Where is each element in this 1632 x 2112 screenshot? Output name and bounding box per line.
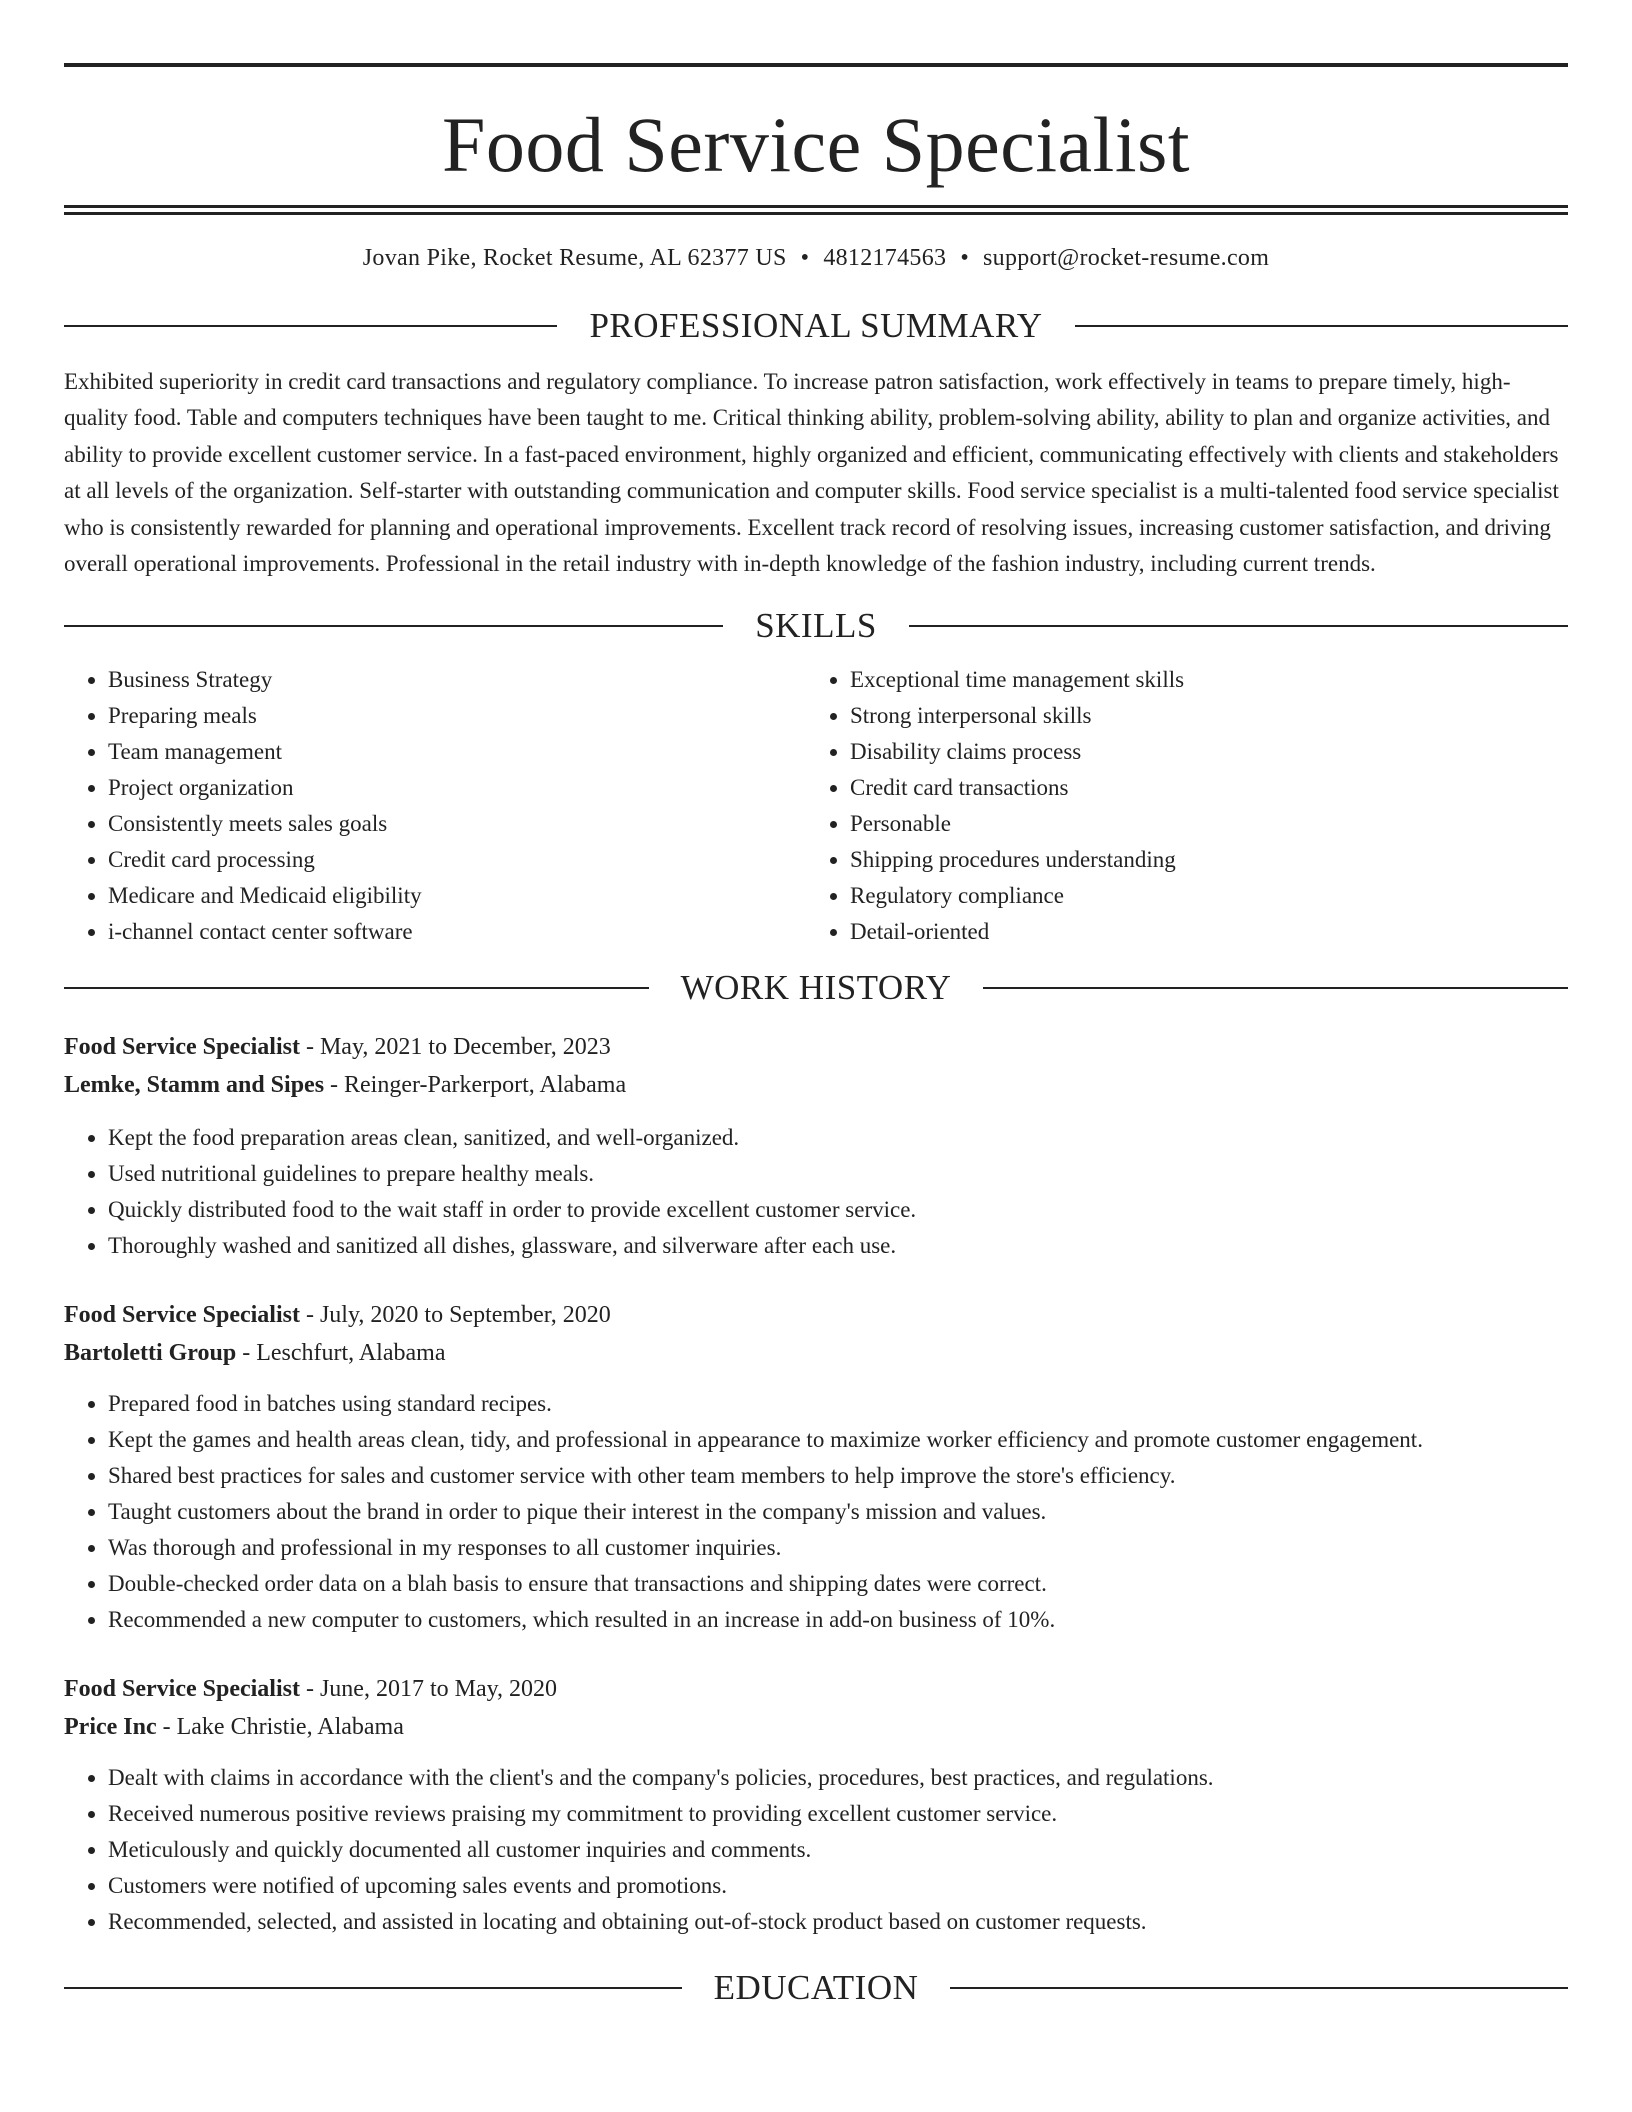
section-rule bbox=[64, 325, 557, 327]
skill-item: • Personable bbox=[850, 806, 1548, 842]
contact-line bbox=[64, 243, 1568, 273]
job-entry bbox=[64, 1028, 1568, 1264]
skills-list bbox=[64, 662, 1568, 950]
section-title-work: WORK HISTORY bbox=[680, 968, 952, 1008]
job-title: Food Service Specialist bbox=[64, 1034, 300, 1061]
job-company-line bbox=[64, 1708, 1568, 1746]
resume-page bbox=[64, 0, 1568, 2010]
job-duty: • Recommended a new computer to customers, which resulted in an increase in add-on business of 10%. bbox=[108, 1602, 1568, 1638]
job-duty: • Recommended, selected, and assisted in locating and obtaining out-of-stock product based on customer requests. bbox=[108, 1904, 1568, 1940]
job-dates: - May, 2021 to December, 2023 bbox=[299, 1034, 611, 1061]
job-entry bbox=[64, 1670, 1568, 1940]
job-duty: • Received numerous positive reviews praising my commitment to providing excellent customer service. bbox=[108, 1796, 1568, 1832]
job-duty: • Taught customers about the brand in order to pique their interest in the company's mission and values. bbox=[108, 1494, 1568, 1530]
job-duty: • Customers were notified of upcoming sales events and promotions. bbox=[108, 1868, 1568, 1904]
job-title: Food Service Specialist bbox=[64, 1676, 300, 1703]
section-rule bbox=[64, 625, 723, 627]
job-company-line bbox=[64, 1334, 1568, 1372]
job-title-line bbox=[64, 1028, 1568, 1066]
resume-title: Food Service Specialist bbox=[441, 101, 1191, 188]
contact-separator: • bbox=[800, 245, 810, 271]
section-rule bbox=[909, 625, 1568, 627]
top-rule bbox=[64, 63, 1568, 67]
title-double-rule bbox=[64, 205, 1568, 208]
job-company: Bartoletti Group bbox=[64, 1340, 237, 1367]
section-rule bbox=[950, 1987, 1568, 1989]
skill-item: • Detail-oriented bbox=[850, 914, 1548, 950]
job-duty: • Kept the games and health areas clean, tidy, and professional in appearance to maximize worker efficiency and promote customer engagement. bbox=[108, 1422, 1568, 1458]
skill-item: • Credit card processing bbox=[108, 842, 806, 878]
job-location: - Reinger-Parkerport, Alabama bbox=[324, 1072, 627, 1099]
job-company-line bbox=[64, 1066, 1568, 1104]
skill-item: • Regulatory compliance bbox=[850, 878, 1548, 914]
job-duty: • Shared best practices for sales and customer service with other team members to help improve the store's efficiency. bbox=[108, 1458, 1568, 1494]
section-rule bbox=[64, 987, 649, 989]
skill-item: • Business Strategy bbox=[108, 662, 806, 698]
section-header-work bbox=[64, 966, 1568, 1010]
job-dates: - June, 2017 to May, 2020 bbox=[299, 1676, 558, 1703]
skill-item: • Strong interpersonal skills bbox=[850, 698, 1548, 734]
section-rule bbox=[1075, 325, 1568, 327]
job-duties bbox=[64, 1760, 1568, 1940]
job-duty: • Quickly distributed food to the wait staff in order to provide excellent customer service. bbox=[108, 1192, 1568, 1228]
section-header-skills bbox=[64, 604, 1568, 648]
section-header-education bbox=[64, 1966, 1568, 2010]
job-company: Price Inc bbox=[64, 1714, 157, 1741]
job-location: - Lake Christie, Alabama bbox=[156, 1714, 404, 1741]
job-duty: • Dealt with claims in accordance with the client's and the company's policies, procedures, best practices, and regulations. bbox=[108, 1760, 1568, 1796]
skill-item: • Exceptional time management skills bbox=[850, 662, 1548, 698]
section-title-education: EDUCATION bbox=[713, 1968, 919, 2008]
contact-email[interactable]: support@rocket-resume.com bbox=[983, 245, 1270, 271]
job-duty: • Meticulously and quickly documented all customer inquiries and comments. bbox=[108, 1832, 1568, 1868]
skill-item: • Shipping procedures understanding bbox=[850, 842, 1548, 878]
skill-item: • i-channel contact center software bbox=[108, 914, 806, 950]
job-duties bbox=[64, 1120, 1568, 1264]
skill-item: • Consistently meets sales goals bbox=[108, 806, 806, 842]
skill-item: • Medicare and Medicaid eligibility bbox=[108, 878, 806, 914]
job-entry bbox=[64, 1296, 1568, 1638]
contact-separator: • bbox=[960, 245, 970, 271]
skills-column-right bbox=[806, 662, 1548, 950]
job-duty: • Used nutritional guidelines to prepare healthy meals. bbox=[108, 1156, 1568, 1192]
job-duty: • Prepared food in batches using standard recipes. bbox=[108, 1386, 1568, 1422]
job-title-line bbox=[64, 1296, 1568, 1334]
skill-item: • Credit card transactions bbox=[850, 770, 1548, 806]
job-company: Lemke, Stamm and Sipes bbox=[64, 1072, 325, 1099]
section-title-skills: SKILLS bbox=[755, 606, 877, 646]
skill-item: • Disability claims process bbox=[850, 734, 1548, 770]
job-location: - Leschfurt, Alabama bbox=[236, 1340, 446, 1367]
contact-address: Jovan Pike, Rocket Resume, AL 62377 US bbox=[362, 245, 787, 271]
section-header-summary bbox=[64, 304, 1568, 348]
job-duty: • Was thorough and professional in my responses to all customer inquiries. bbox=[108, 1530, 1568, 1566]
job-title: Food Service Specialist bbox=[64, 1302, 300, 1329]
contact-phone: 4812174563 bbox=[823, 245, 947, 271]
job-dates: - July, 2020 to September, 2020 bbox=[299, 1302, 611, 1329]
skills-column-left bbox=[64, 662, 806, 950]
summary-paragraph: Exhibited superiority in credit card transactions and regulatory compliance. To increase patron satisfaction, work effectively in teams to prepare timely, high-quality food. Table and computers techniques have been taught to me. Critical thinking ability, problem-solving ability, ability to plan and organize activities, and ability to provide excellent customer service. In a fast-paced environment, highly organized and efficient, communicating effectively with clients and stakeholders at all levels of the organization. Self-starter with outstanding communication and computer skills. Food service specialist is a multi-talented food service specialist who is consistently rewarded for planning and operational improvements. Excellent track record of resolving issues, increasing customer satisfaction, and driving overall operational improvements. Professional in the retail industry with in-depth knowledge of the fashion industry, including current trends. bbox=[64, 369, 1559, 577]
skill-item: • Project organization bbox=[108, 770, 806, 806]
skill-item: • Preparing meals bbox=[108, 698, 806, 734]
job-duties bbox=[64, 1386, 1568, 1638]
job-duty: • Double-checked order data on a blah basis to ensure that transactions and shipping dates were correct. bbox=[108, 1566, 1568, 1602]
skill-item: • Team management bbox=[108, 734, 806, 770]
section-rule bbox=[64, 1987, 682, 1989]
job-title-line bbox=[64, 1670, 1568, 1708]
section-rule bbox=[983, 987, 1568, 989]
section-title-summary: PROFESSIONAL SUMMARY bbox=[589, 306, 1043, 345]
job-duty: • Kept the food preparation areas clean, sanitized, and well-organized. bbox=[108, 1120, 1568, 1156]
job-duty: • Thoroughly washed and sanitized all dishes, glassware, and silverware after each use. bbox=[108, 1228, 1568, 1264]
